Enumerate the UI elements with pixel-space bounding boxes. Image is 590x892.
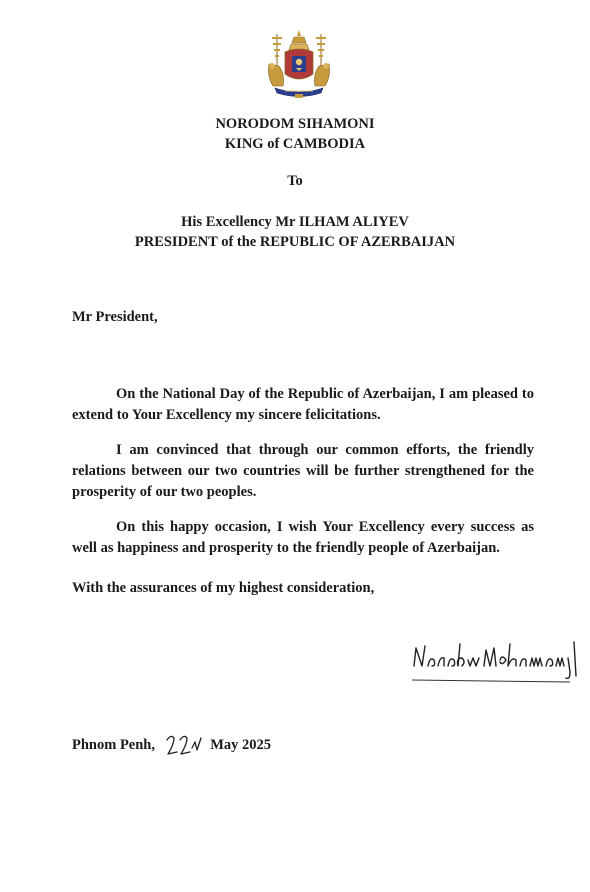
- recipient-name: His Excellency Mr ILHAM ALIYEV: [181, 214, 409, 230]
- paragraph-2: I am convinced that through our common efforts, the friendly relations between our two countries will be further strengthened for the prosperity of our two peoples.: [72, 442, 534, 500]
- signature-graphic: [410, 636, 580, 688]
- royal-arms-emblem-graphic: [263, 28, 335, 102]
- paragraph-3: On this happy occasion, I wish Your Excellency every success as well as happiness and prosperity to the friendly people of Azerbaijan.: [72, 519, 534, 556]
- sender-name: NORODOM SIHAMONI: [215, 116, 375, 132]
- handwritten-day: [163, 732, 203, 758]
- royal-arms-icon: [263, 28, 335, 102]
- to-label: To: [287, 173, 303, 189]
- sender-block: [0, 114, 590, 154]
- handwritten-day-icon: [163, 732, 203, 758]
- paragraph-1: On the National Day of the Republic of Azerbaijan, I am pleased to extend to Your Excellency my sincere felicitations.: [72, 386, 534, 423]
- handwritten-signature-icon: [410, 636, 580, 688]
- place-text: Phnom Penh,: [72, 736, 155, 753]
- salutation: Mr President,: [72, 309, 158, 325]
- dateline: [72, 732, 271, 758]
- closing-line: With the assurances of my highest consideration,: [72, 580, 375, 596]
- sender-title: KING of CAMBODIA: [224, 136, 366, 152]
- recipient-title: PRESIDENT of the REPUBLIC OF AZERBAIJAN: [134, 234, 456, 250]
- recipient-block: [0, 212, 590, 252]
- month-year-text: May 2025: [210, 736, 272, 753]
